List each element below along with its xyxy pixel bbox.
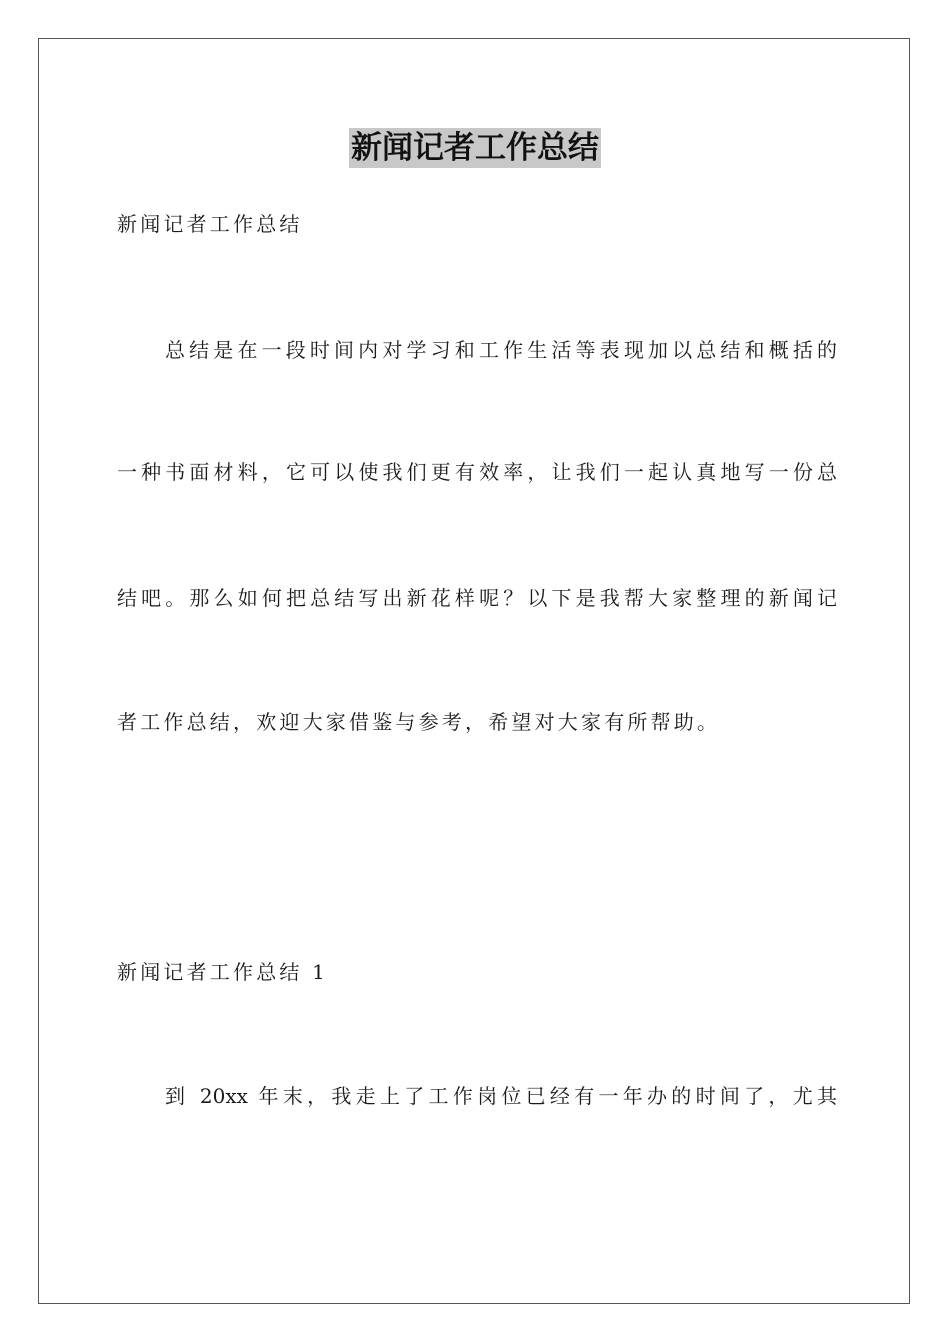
intro-line-3: 结吧。那么如何把总结写出新花样呢？以下是我帮大家整理的新闻记 [117,586,837,610]
document-title: 新闻记者工作总结 [351,130,599,166]
intro-line-4: 者工作总结，欢迎大家借鉴与参考，希望对大家有所帮助。 [117,710,721,734]
intro-line-2: 一种书面材料，它可以使我们更有效率，让我们一起认真地写一份总 [117,460,837,484]
section-body-line-1: 到 20xx 年末，我走上了工作岗位已经有一年办的时间了，尤其 [165,1084,837,1108]
intro-line-1: 总结是在一段时间内对学习和工作生活等表现加以总结和概括的 [165,338,837,362]
document-subtitle: 新闻记者工作总结 [117,212,303,236]
section-heading: 新闻记者工作总结 1 [117,960,329,984]
title-container [0,128,950,168]
